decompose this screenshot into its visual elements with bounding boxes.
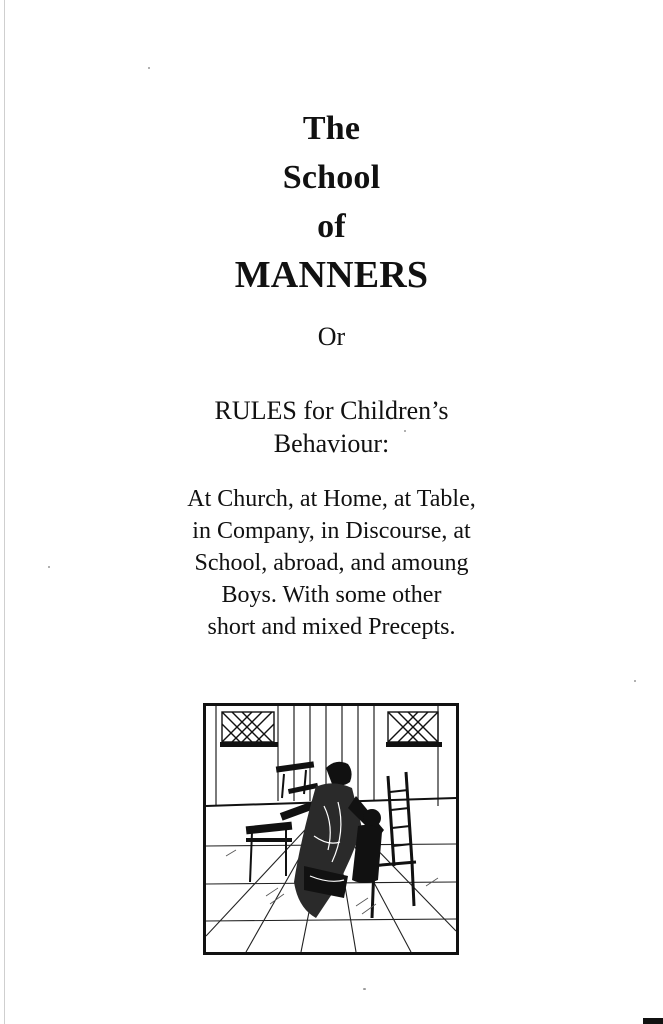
paper-speck	[404, 430, 406, 432]
title-line-2: School	[282, 159, 381, 196]
woodcut-illustration	[203, 703, 459, 955]
contents-line-5: short and mixed Precepts.	[207, 614, 456, 640]
contents-line-3: School, abroad, and amoung	[194, 550, 469, 576]
paper-speck	[148, 67, 150, 69]
title-line-4: MANNERS	[234, 254, 429, 296]
or-text: Or	[317, 322, 346, 351]
title-line-3: of	[317, 208, 346, 245]
subtitle-line-2: Behaviour:	[273, 429, 390, 458]
book-title	[0, 104, 663, 300]
contents-line-2: in Company, in Discourse, at	[192, 518, 471, 544]
contents-description	[0, 483, 663, 643]
contents-line-1: At Church, at Home, at Table,	[187, 486, 476, 512]
title-line-1: The	[302, 110, 361, 147]
paper-speck	[48, 566, 50, 568]
paper-speck	[634, 680, 636, 682]
contents-line-4: Boys. With some other	[221, 582, 442, 608]
subtitle-line-1: RULES for Children’s	[214, 396, 449, 425]
scan-edge-mark	[643, 1018, 663, 1024]
paper-speck	[363, 988, 366, 990]
subtitle	[0, 394, 663, 460]
